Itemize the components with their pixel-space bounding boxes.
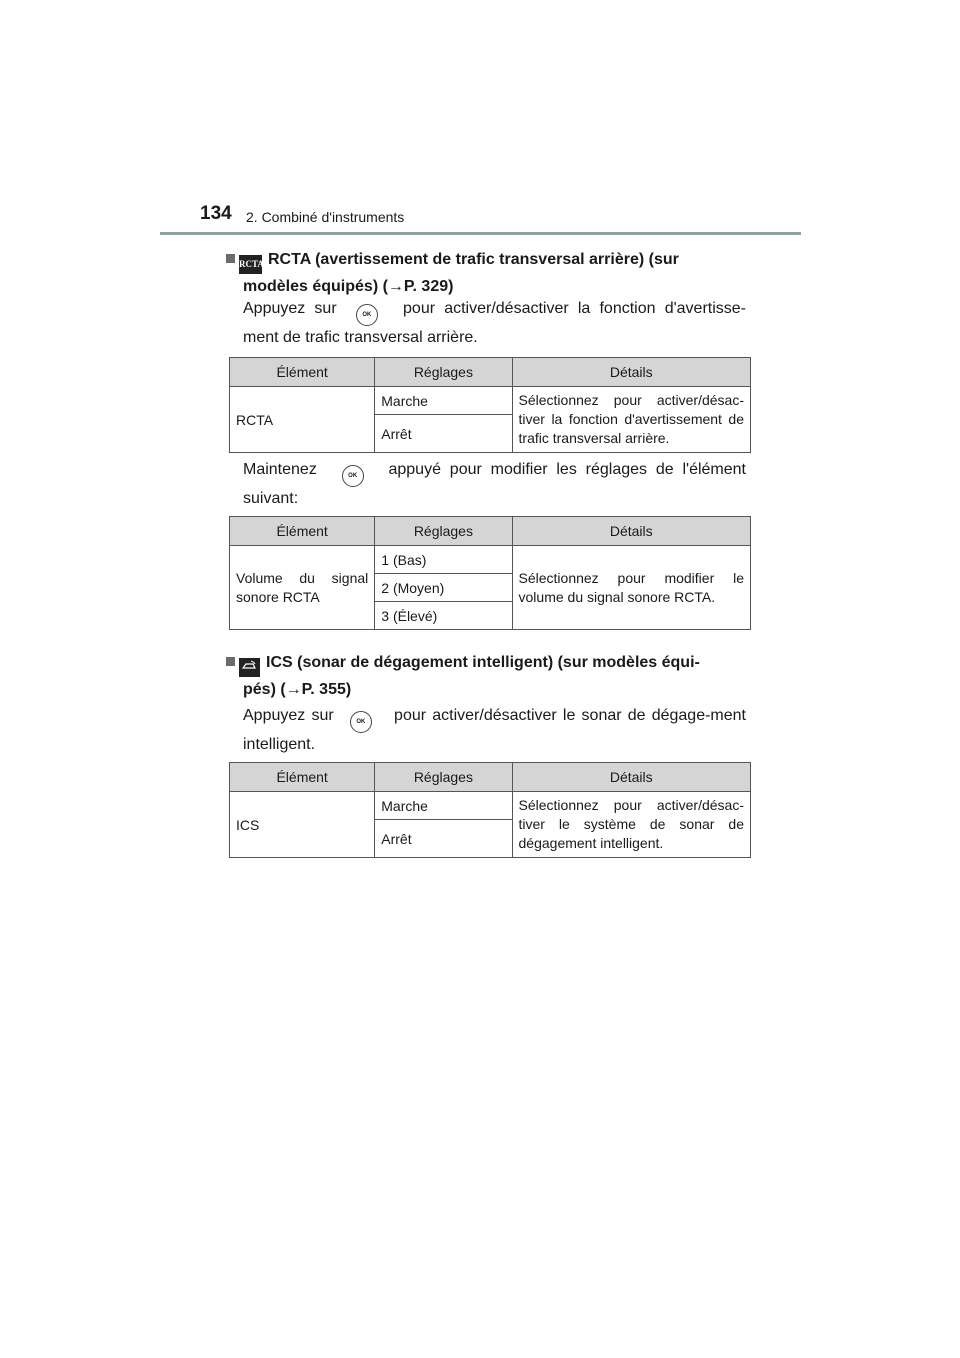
col-header-details: Détails	[512, 517, 750, 546]
rcta-heading-line2: modèles équipés) (→P. 329)	[243, 278, 454, 295]
rcta-paragraph-2	[243, 458, 746, 510]
rcta-section-heading	[226, 247, 746, 300]
header-rule	[160, 232, 801, 235]
ics-heading-line2: pés) (→P. 355)	[243, 681, 352, 698]
col-header-element: Élément	[230, 517, 375, 546]
col-header-settings: Réglages	[375, 358, 512, 387]
col-header-element: Élément	[230, 358, 375, 387]
table-cell-details: Sélectionnez pour modifier le volume du signal sonore RCTA.	[512, 546, 750, 630]
ics-para1-end: pour activer/désactiver le sonar de dégage-ment intelligent.	[243, 707, 747, 753]
table-cell-item: RCTA	[230, 387, 375, 453]
table-cell-setting: 3 (Élevé)	[375, 602, 512, 630]
ics-section-heading	[226, 650, 746, 703]
col-header-settings: Réglages	[375, 517, 512, 546]
table-cell-details: Sélectionnez pour activer/désac-tiver le système de sonar de dégagement intelligent.	[512, 792, 750, 858]
rcta-para1-end: pour activer/désactiver la fonction d'avertisse-ment de trafic transversal arrière.	[243, 300, 747, 346]
col-header-element: Élément	[230, 763, 375, 792]
bullet-square-icon	[226, 254, 235, 263]
col-header-settings: Réglages	[375, 763, 512, 792]
chapter-title: 2. Combiné d'instruments	[246, 209, 405, 225]
rcta-para2-start: Maintenez	[243, 461, 317, 478]
col-header-details: Détails	[512, 763, 750, 792]
ics-sonar-icon	[239, 658, 260, 677]
ics-paragraph-1	[243, 704, 746, 756]
ok-button-icon: OK	[342, 465, 364, 487]
rcta-volume-table	[229, 516, 751, 630]
table-cell-details: Sélectionnez pour activer/désac-tiver la fonction d'avertissement de trafic transversal arrière.	[512, 387, 750, 453]
table-cell-item: Volume du signal sonore RCTA	[230, 546, 375, 630]
table-cell-setting: Arrêt	[375, 820, 512, 858]
rcta-para2-end: appuyé pour modifier les réglages de l'élément suivant:	[243, 461, 746, 507]
ics-heading-line1: ICS (sonar de dégagement intelligent) (sur modèles équi-	[266, 654, 700, 671]
table-cell-setting: Arrêt	[375, 415, 512, 453]
table-cell-setting: Marche	[375, 792, 512, 820]
col-header-details: Détails	[512, 358, 750, 387]
ics-para1-start: Appuyez sur	[243, 707, 334, 724]
table-cell-item: ICS	[230, 792, 375, 858]
rcta-para1-start: Appuyez sur	[243, 300, 337, 317]
bullet-square-icon	[226, 657, 235, 666]
table-cell-setting: Marche	[375, 387, 512, 415]
ok-button-icon: OK	[356, 304, 378, 326]
table-cell-setting: 2 (Moyen)	[375, 574, 512, 602]
table-cell-setting: 1 (Bas)	[375, 546, 512, 574]
rcta-paragraph-1	[243, 297, 746, 349]
rcta-icon: RCTA	[239, 255, 262, 274]
page-number: 134	[200, 203, 232, 224]
ok-button-icon: OK	[350, 711, 372, 733]
rcta-heading-line1: RCTA (avertissement de trafic transversal arrière) (sur	[268, 251, 679, 268]
ics-settings-table	[229, 762, 751, 858]
rcta-settings-table	[229, 357, 751, 453]
